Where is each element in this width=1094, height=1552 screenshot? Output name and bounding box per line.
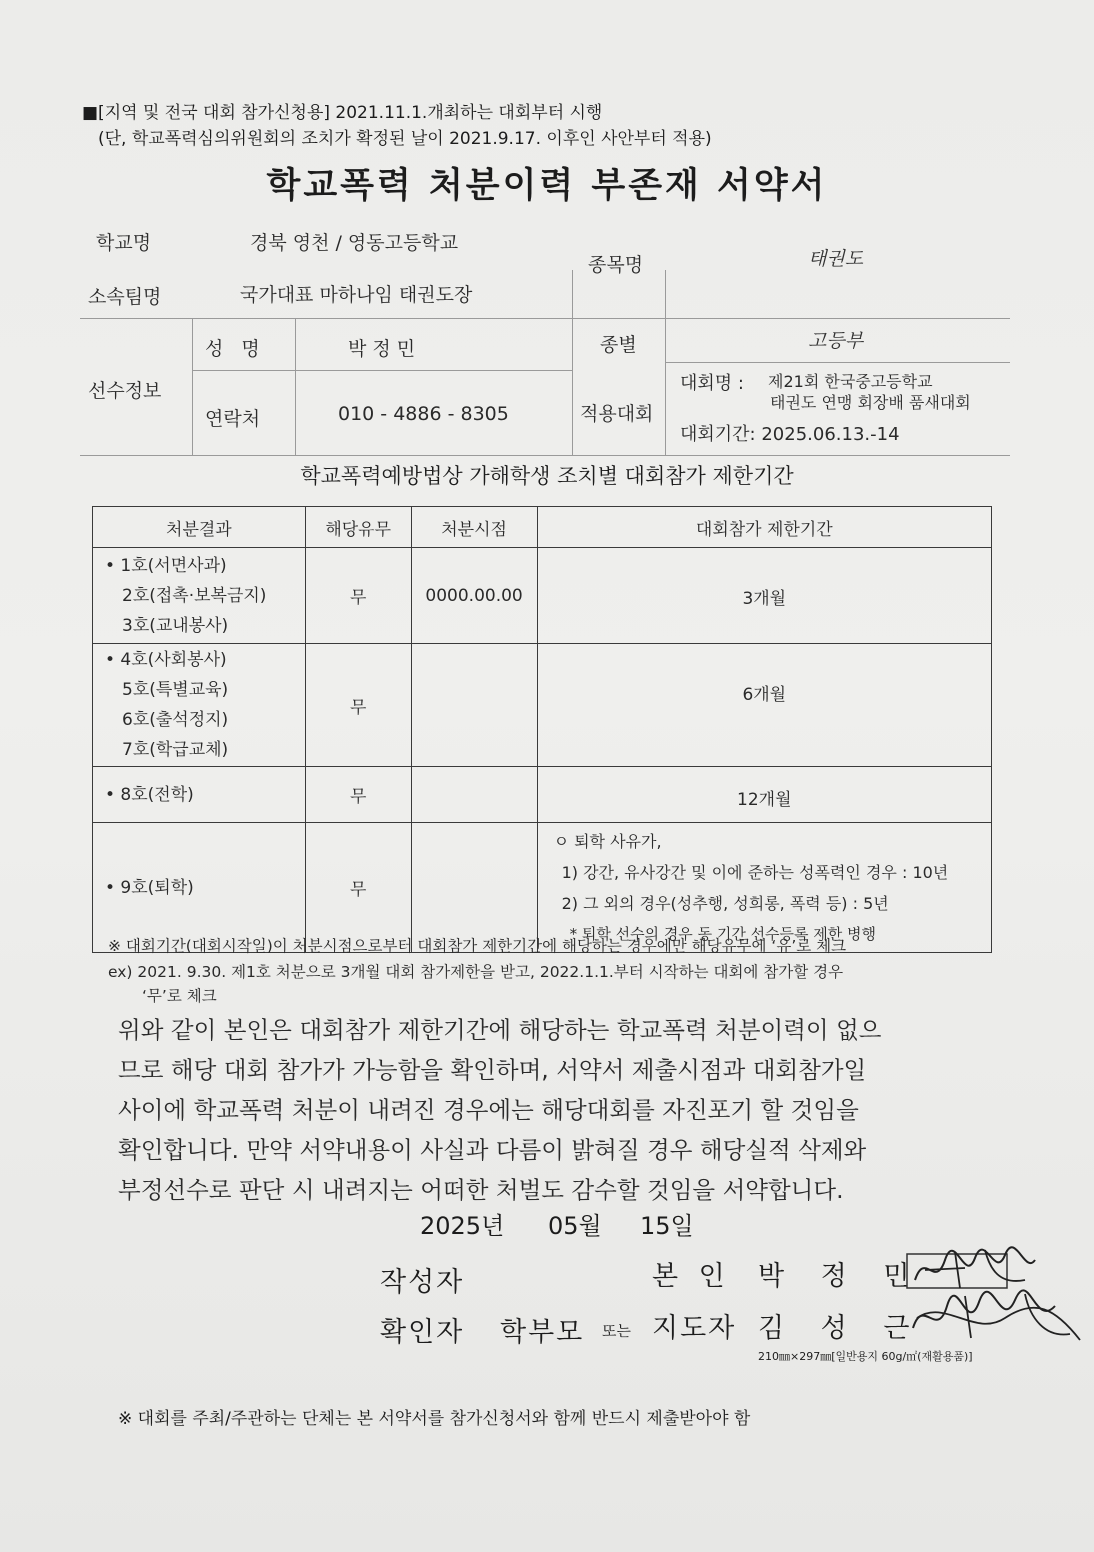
applicable-cell: 무 bbox=[305, 548, 411, 644]
measure-item: • 8호(전학) bbox=[105, 784, 194, 805]
contact-label: 연락처 bbox=[205, 408, 261, 430]
team-value: 국가대표 마하나임 태권도장 bbox=[240, 284, 473, 306]
table-row bbox=[93, 548, 992, 644]
applicable-cell: 무 bbox=[305, 644, 411, 767]
table-row bbox=[93, 644, 992, 767]
expulsion-reason-1: 1) 강간, 유사강간 및 이에 준하는 성폭력인 경우 : 10년 bbox=[561, 862, 949, 882]
measure-item: • 4호(사회봉사) bbox=[105, 650, 227, 670]
date-cell bbox=[411, 823, 537, 953]
date-cell bbox=[411, 767, 537, 823]
divider bbox=[80, 455, 1010, 456]
pledge-line: 확인합니다. 만약 서약내용이 사실과 다름이 밝혀질 경우 해당실적 삭제와 bbox=[118, 1136, 867, 1164]
date-day: 15일 bbox=[640, 1212, 694, 1240]
school-label: 학교명 bbox=[96, 232, 152, 254]
final-note: ※ 대회를 주최/주관하는 단체는 본 서약서를 참가신청서와 함께 반드시 제출받아야 함 bbox=[118, 1409, 751, 1429]
date-cell: 0000.00.00 bbox=[411, 548, 537, 644]
restriction-table bbox=[92, 506, 992, 953]
sport-value: 태권도 bbox=[808, 248, 864, 270]
player-info-label: 선수정보 bbox=[88, 380, 162, 402]
measure-item: • 9호(퇴학) bbox=[105, 877, 194, 898]
pledge-line: 위와 같이 본인은 대회참가 제한기간에 해당하는 학교폭력 처분이력이 없으 bbox=[118, 1016, 882, 1044]
pledge-paragraph bbox=[118, 1010, 998, 1210]
writer-name: 박 정 민 bbox=[758, 1261, 924, 1292]
pledge-line: 므로 해당 대회 참가가 가능함을 확인하며, 서약서 제출시점과 대회참가일 bbox=[118, 1056, 867, 1084]
period-cell bbox=[537, 823, 991, 953]
measure-item: 7호(학급교체) bbox=[122, 740, 229, 760]
paper-spec: 210㎜×297㎜[일반용지 60g/㎡(재활용품)] bbox=[758, 1350, 973, 1363]
team-label: 소속팀명 bbox=[88, 286, 162, 308]
confirmer-role-coach: 지도자 bbox=[652, 1313, 737, 1344]
name-label: 성 명 bbox=[205, 338, 266, 360]
period-cell: 3개월 bbox=[537, 548, 991, 644]
note-line-3: ‘무’로 체크 bbox=[142, 987, 217, 1005]
date-month: 05월 bbox=[548, 1212, 602, 1240]
expulsion-reason-header: ㅇ 퇴학 사유가, bbox=[553, 831, 662, 851]
name-value: 박 정 민 bbox=[348, 338, 416, 360]
header-date: 처분시점 bbox=[411, 507, 537, 548]
applicable-cell: 무 bbox=[305, 767, 411, 823]
divider bbox=[295, 318, 296, 455]
competition-period: 대회기간: 2025.06.13.-14 bbox=[680, 424, 900, 445]
division-label: 종별 bbox=[600, 334, 637, 356]
measure-item: 3호(교내봉사) bbox=[122, 615, 229, 636]
date-cell bbox=[411, 644, 537, 767]
divider bbox=[665, 270, 666, 455]
writer-label: 작성자 bbox=[380, 1267, 465, 1298]
table-subtitle: 학교폭력예방법상 가해학생 조치별 대회참가 제한기간 bbox=[300, 464, 794, 488]
divider bbox=[192, 318, 193, 455]
applicable-cell: 무 bbox=[305, 823, 411, 953]
header-result: 처분결과 bbox=[93, 507, 306, 548]
result-cell bbox=[93, 644, 306, 767]
divider bbox=[80, 318, 1010, 319]
table-row bbox=[93, 823, 992, 953]
document-title: 학교폭력 처분이력 부존재 서약서 bbox=[266, 166, 828, 206]
confirmer-role-parent: 학부모 bbox=[500, 1317, 585, 1348]
measure-item: 2호(접촉·보복금지) bbox=[122, 585, 267, 606]
note-line-2: ex) 2021. 9.30. 제1호 처분으로 3개월 대회 참가제한을 받고, 2022.1.1.부터 시작하는 대회에 참가할 경우 bbox=[108, 963, 844, 981]
confirmer-signature-icon bbox=[905, 1288, 1085, 1350]
school-value: 경북 영천 / 영동고등학교 bbox=[250, 232, 459, 254]
competition-name-label: 대회명 : bbox=[680, 373, 744, 394]
divider bbox=[192, 370, 572, 371]
table-row bbox=[93, 767, 992, 823]
measure-item: 5호(특별교육) bbox=[122, 680, 229, 700]
note-line-1: ※ 대회기간(대회시작일)이 처분시점으로부터 대회참가 제한기간에 해당하는 경우에만 해당유무에 ‘유’로 체크 bbox=[108, 937, 847, 955]
competition-name-line-1: 제21회 한국중고등학교 bbox=[768, 372, 933, 391]
confirmer-or: 또는 bbox=[602, 1322, 631, 1340]
confirmer-name: 김 성 근 bbox=[758, 1313, 924, 1344]
result-cell bbox=[93, 548, 306, 644]
result-cell bbox=[93, 823, 306, 953]
pledge-line: 사이에 학교폭력 처분이 내려진 경우에는 해당대회를 자진포기 할 것임을 bbox=[118, 1096, 859, 1124]
writer-role: 본 인 bbox=[652, 1261, 731, 1292]
header-period: 대회참가 제한기간 bbox=[537, 507, 991, 548]
date-year: 2025년 bbox=[420, 1212, 505, 1240]
measure-item: 6호(출석정지) bbox=[122, 710, 229, 730]
confirmer-label: 확인자 bbox=[380, 1317, 465, 1348]
result-cell bbox=[93, 767, 306, 823]
competition-label: 적용대회 bbox=[580, 403, 654, 425]
period-cell: 12개월 bbox=[537, 767, 991, 823]
divider bbox=[572, 270, 573, 455]
period-cell: 6개월 bbox=[537, 644, 991, 767]
divider bbox=[665, 362, 1010, 363]
notice-line-1: ■[지역 및 전국 대회 참가신청용] 2021.11.1.개최하는 대회부터 시행 bbox=[82, 103, 603, 123]
division-value: 고등부 bbox=[808, 330, 864, 352]
header-applicable: 해당유무 bbox=[305, 507, 411, 548]
expulsion-note: * 퇴학 선수의 경우 동 기간 선수등록 제한 병행 bbox=[569, 924, 877, 943]
pledge-line: 부정선수로 판단 시 내려지는 어떠한 처벌도 감수할 것임을 서약합니다. bbox=[118, 1176, 844, 1204]
table-header-row bbox=[93, 507, 992, 548]
notice-line-2: (단, 학교폭력심의위원회의 조치가 확정된 날이 2021.9.17. 이후인 사안부터 적용) bbox=[98, 129, 712, 149]
expulsion-reason-2: 2) 그 외의 경우(성추행, 성희롱, 폭력 등) : 5년 bbox=[561, 893, 889, 913]
sport-label: 종목명 bbox=[588, 254, 644, 276]
contact-value: 010 - 4886 - 8305 bbox=[338, 403, 509, 425]
measure-item: • 1호(서면사과) bbox=[105, 555, 227, 576]
competition-name-line-2: 태권도 연맹 회장배 품새대회 bbox=[770, 393, 971, 412]
